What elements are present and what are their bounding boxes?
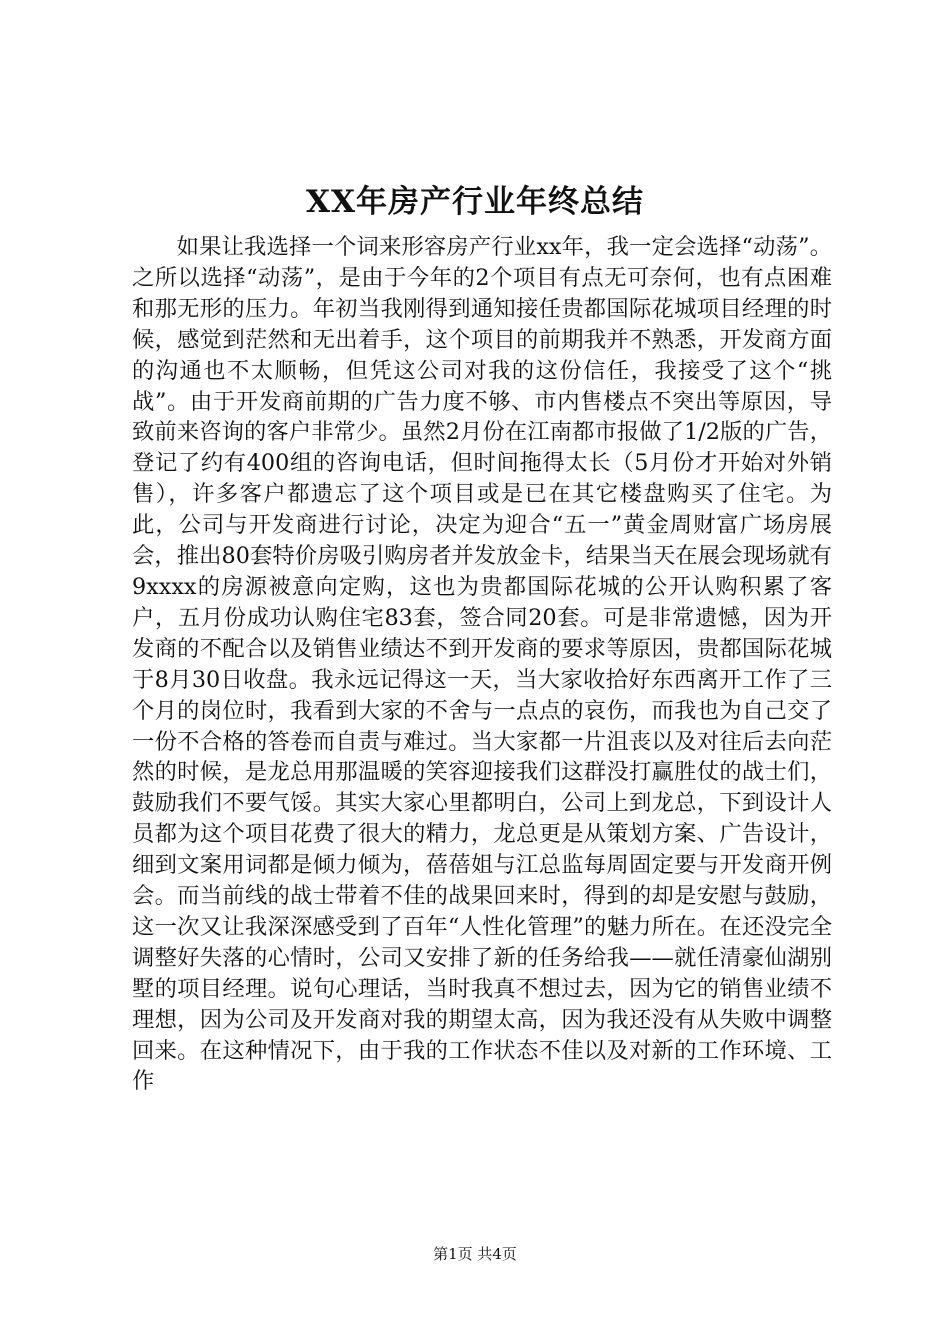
body-paragraph: 如果让我选择一个词来形容房产行业xx年，我一定会选择“动荡”。之所以选择“动荡”，是由于今年的2个项目有点无可奈何，也有点困难和那无形的压力。年初当我刚得到通知接任贵都国际花城项目经理的时候，感觉到茫然和无出着手，这个项目的前期我并不熟悉，开发商方面的沟通也不太顺畅，但凭这公司对我的这份信任，我接受了这个“挑战”。由于开发商前期的广告力度不够、市内售楼点不突出等原因，导致前来咨询的客户非常少。虽然2月份在江南都市报做了1/2版的广告，登记了约有400组的咨询电话，但时间拖得太长（5月份才开始对外销售），许多客户都遗忘了这个项目或是已在其它楼盘购买了住宅。为此，公司与开发商进行讨论，决定为迎合“五一”黄金周财富广场房展会，推出80套特价房吸引购房者并发放金卡，结果当天在展会现场就有9xxxx的房源被意向定购，这也为贵都国际花城的公开认购积累了客户，五月份成功认购住宅83套，签合同20套。可是非常遗憾，因为开发商的不配合以及销售业绩达不到开发商的要求等原因，贵都国际花城于8月30日收盘。我永远记得这一天，当大家收拾好东西离开工作了三个月的岗位时，我看到大家的不舍与一点点的哀伤，而我也为自己交了一份不合格的答卷而自责与难过。当大家都一片沮丧以及对往后去向茫然的时候，是龙总用那温暖的笑容迎接我们这群没打赢胜仗的战士们，鼓励我们不要气馁。其实大家心里都明白，公司上到龙总，下到设计人员都为这个项目花费了很大的精力，龙总更是从策划方案、广告设计，细到文案用词都是倾力倾为，蓓蓓姐与江总监每周固定要与开发商开例会。而当前线的战士带着不佳的战果回来时，得到的却是安慰与鼓励，这一次又让我深深感受到了百年“人性化管理”的魅力所在。在还没完全调整好失落的心情时，公司又安排了新的任务给我——就任清豪仙湖别墅的项目经理。说句心理话，当时我真不想过去，因为它的销售业绩不理想，因为公司及开发商对我的期望太高，因为我还没有从失败中调整回来。在这种情况下，由于我的工作状态不佳以及对新的工作环境、工作 <box>132 234 832 1095</box>
page-number-footer: 第1页 共4页 <box>433 1245 517 1263</box>
document-title: XX年房产行业年终总结 <box>305 184 645 220</box>
